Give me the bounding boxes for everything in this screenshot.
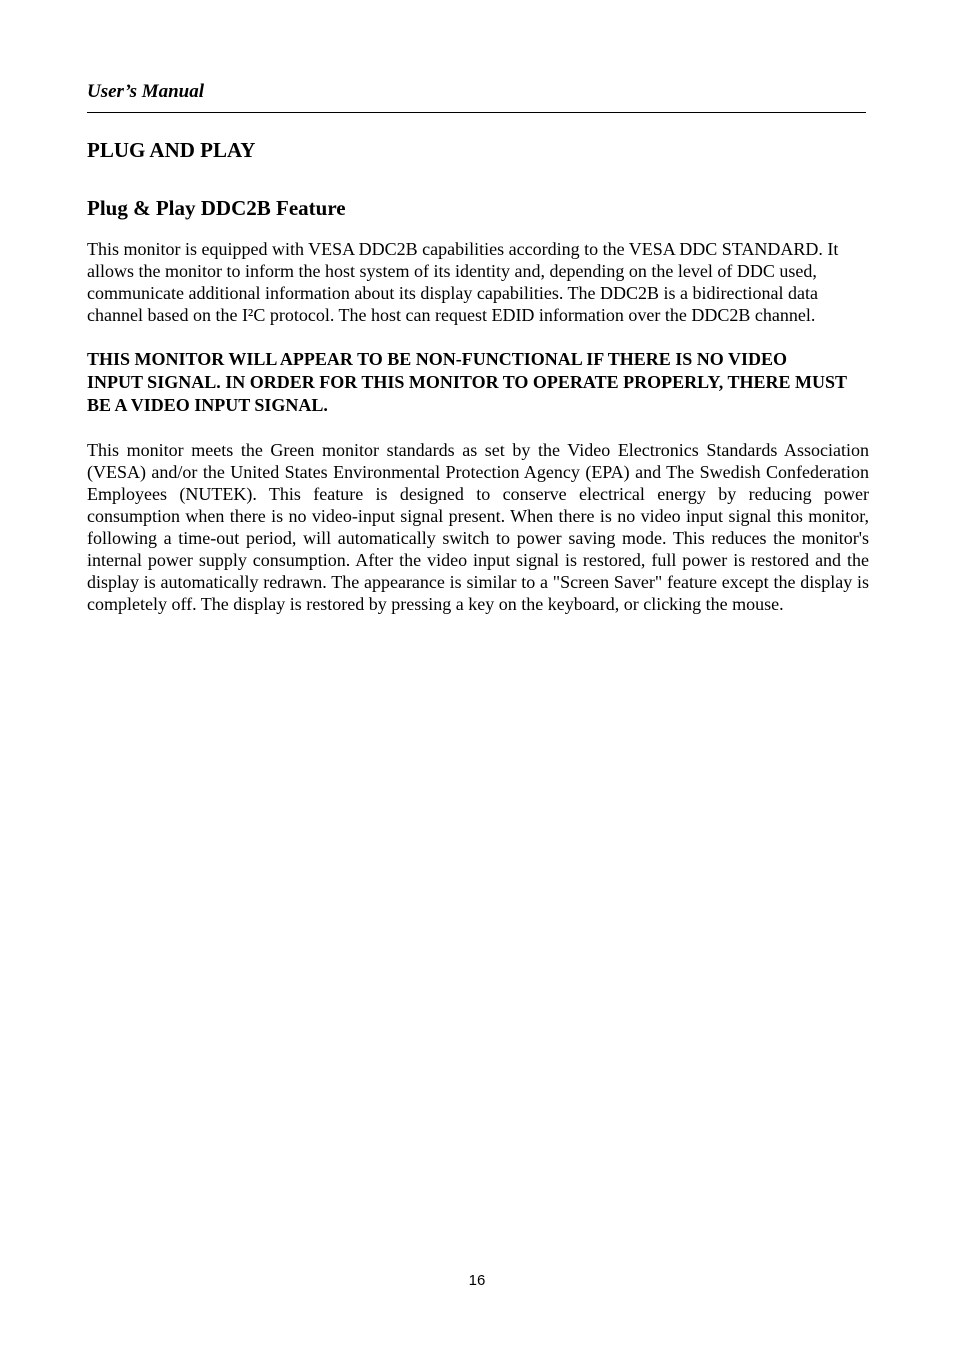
page-number: 16 (468, 1272, 486, 1289)
green-standards-paragraph: This monitor meets the Green monitor standards as set by the Video Electronics Standards Association (VESA) and/or the United States Environmental Protection Agency (EPA) and The Swedish Confederation Employees (NUTEK). This feature is designed to conserve electrical energy by reducing power consumption when there is no video-input signal present. When there is no video input signal this monitor, following a time-out period, will automatically switch to power saving mode. This reduces the monitor's internal power supply consumption. After the video input signal is restored, full power is restored and the display is automatically redrawn. The appearance is similar to a "Screen Saver" feature except the display is completely off. The display is restored by pressing a key on the keyboard, or clicking the mouse. (87, 440, 869, 614)
header-title: User’s Manual (87, 81, 205, 102)
page-header (87, 80, 866, 113)
page-content (87, 136, 869, 637)
section-title: PLUG AND PLAY (87, 138, 256, 162)
section-subtitle: Plug & Play DDC2B Feature (87, 196, 346, 220)
warning-paragraph: THIS MONITOR WILL APPEAR TO BE NON-FUNCTIONAL IF THERE IS NO VIDEO INPUT SIGNAL. IN ORDER FOR THIS MONITOR TO OPERATE PROPERLY, THERE MUST BE A VIDEO INPUT SIGNAL. (87, 349, 847, 415)
intro-paragraph: This monitor is equipped with VESA DDC2B capabilities according to the VESA DDC STANDARD. It allows the monitor to inform the host system of its identity and, depending on the level of DDC used, communicate additional information about its display capabilities. The DDC2B is a bidirectional data channel based on the I²C protocol. The host can request EDID information over the DDC2B channel. (87, 239, 839, 325)
